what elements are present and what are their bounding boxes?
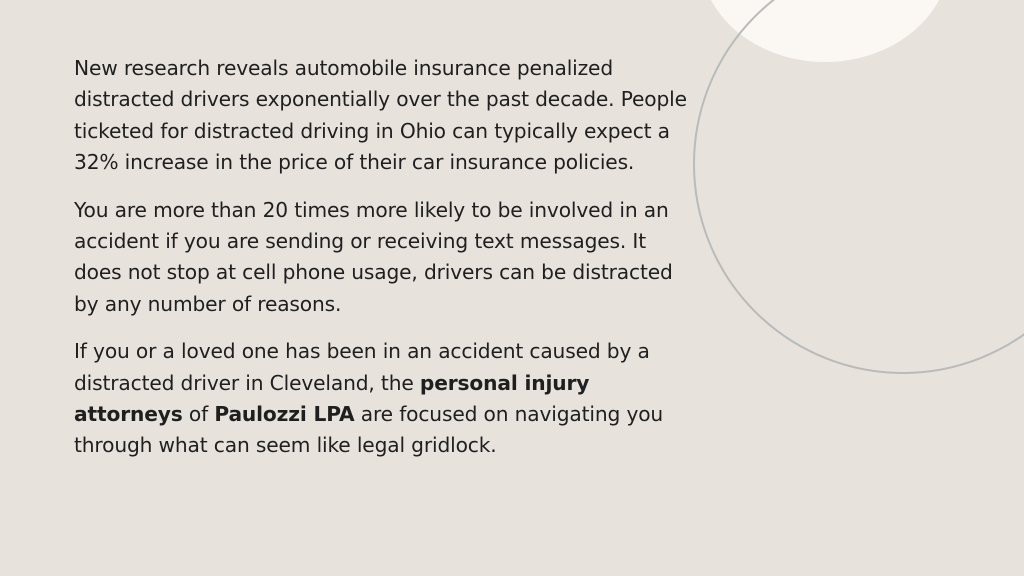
text-content — [74, 53, 694, 478]
paragraph-attorneys-text-1: If you or a loved one has been in an accident caused by a distracted driver in Cleveland, the — [74, 339, 650, 395]
paragraph-attorneys — [74, 336, 694, 462]
decorative-outline-circle — [693, 0, 1024, 374]
paragraph-insurance-research: New research reveals automobile insurance penalized distracted drivers exponentially over the past decade. People ticketed for distracted driving in Ohio can typically expect a 32% increase in the price of their car insurance policies. — [74, 56, 687, 175]
link-personal-injury-attorneys: personal injury attorneys — [74, 370, 590, 427]
paragraph-attorneys-text-3: are focused on navigating you through what can seem like legal gridlock. — [74, 402, 664, 458]
firm-name: Paulozzi LPA — [214, 402, 355, 427]
paragraph-attorneys-text-2: of — [182, 402, 215, 427]
paragraph-texting-risk: You are more than 20 times more likely to be involved in an accident if you are sending or receiving text messages. It does not stop at cell phone usage, drivers can be distracted by any number of reasons. — [74, 197, 673, 316]
